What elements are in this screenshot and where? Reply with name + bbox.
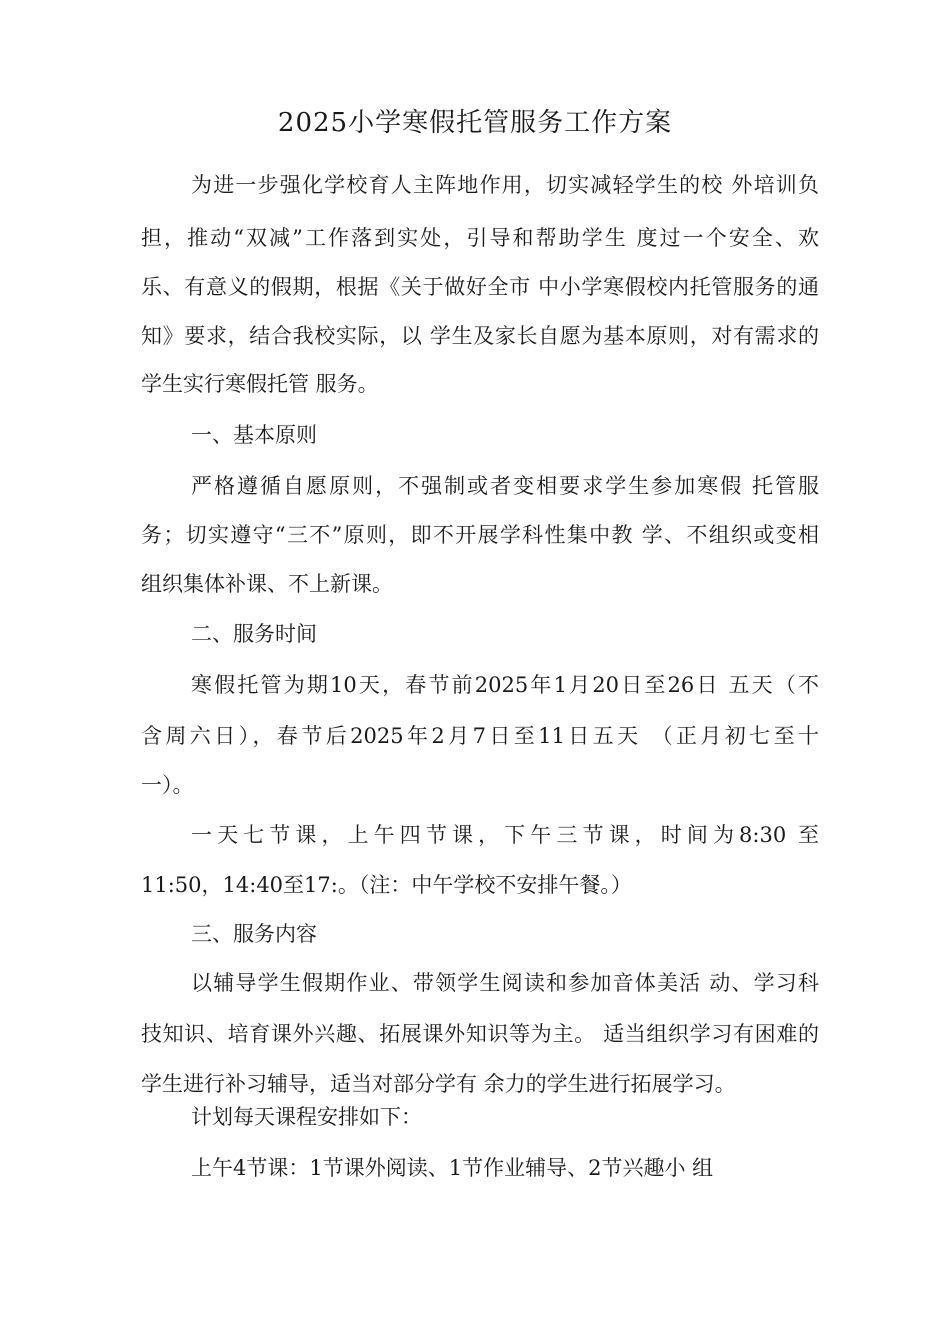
paragraph-line: 上午4节课：1节课外阅读、1节作业辅导、2节兴趣小 组: [191, 1156, 714, 1180]
page-title: 2025小学寒假托管服务工作方案: [277, 108, 673, 138]
paragraph-line: 含周六日），春节后2025年2月7日至11日五天 （正月初七至十: [141, 724, 819, 748]
paragraph-line: 知》要求，结合我校实际，以 学生及家长自愿为基本原则，对有需求的: [141, 324, 819, 348]
paragraph-line: 学生实行寒假托管 服务。: [141, 372, 379, 396]
section-heading: 二、服务时间: [191, 622, 317, 646]
paragraph-line: 寒假托管为期10天，春节前2025年1月20日至26日 五天（不: [191, 673, 819, 697]
paragraph-line: 组织集体补课、不上新课。: [141, 572, 393, 596]
paragraph-line: 为进一步强化学校育人主阵地作用，切实减轻学生的校 外培训负: [191, 173, 819, 197]
paragraph-line: 一天七节课，上午四节课，下午三节课，时间为8:30 至: [191, 823, 819, 847]
paragraph-line: 学生进行补习辅导，适当对部分学有 余力的学生进行拓展学习。: [141, 1072, 736, 1096]
paragraph-line: 11:50，14:40至17:。（注：中午学校不安排午餐。）: [141, 873, 632, 897]
paragraph-line: 严格遵循自愿原则，不强制或者变相要求学生参加寒假 托管服: [191, 474, 819, 498]
paragraph-line: 一）。: [141, 773, 194, 797]
paragraph-line: 技知识、培育课外兴趣、拓展课外知识等为主。 适当组织学习有困难的: [141, 1022, 819, 1046]
paragraph-line: 担，推动“双减”工作落到实处，引导和帮助学生 度过一个安全、欢: [141, 226, 819, 250]
section-heading: 三、服务内容: [191, 922, 317, 946]
section-heading: 一、基本原则: [191, 423, 317, 447]
paragraph-line: 乐、有意义的假期，根据《关于做好全市 中小学寒假校内托管服务的通: [141, 275, 819, 299]
paragraph-line: 务；切实遵守“三不”原则，即不开展学科性集中教 学、不组织或变相: [141, 523, 819, 547]
paragraph-line: 以辅导学生假期作业、带领学生阅读和参加音体美活 动、学习科: [191, 971, 819, 995]
paragraph-line: 计划每天课程安排如下：: [191, 1105, 422, 1129]
